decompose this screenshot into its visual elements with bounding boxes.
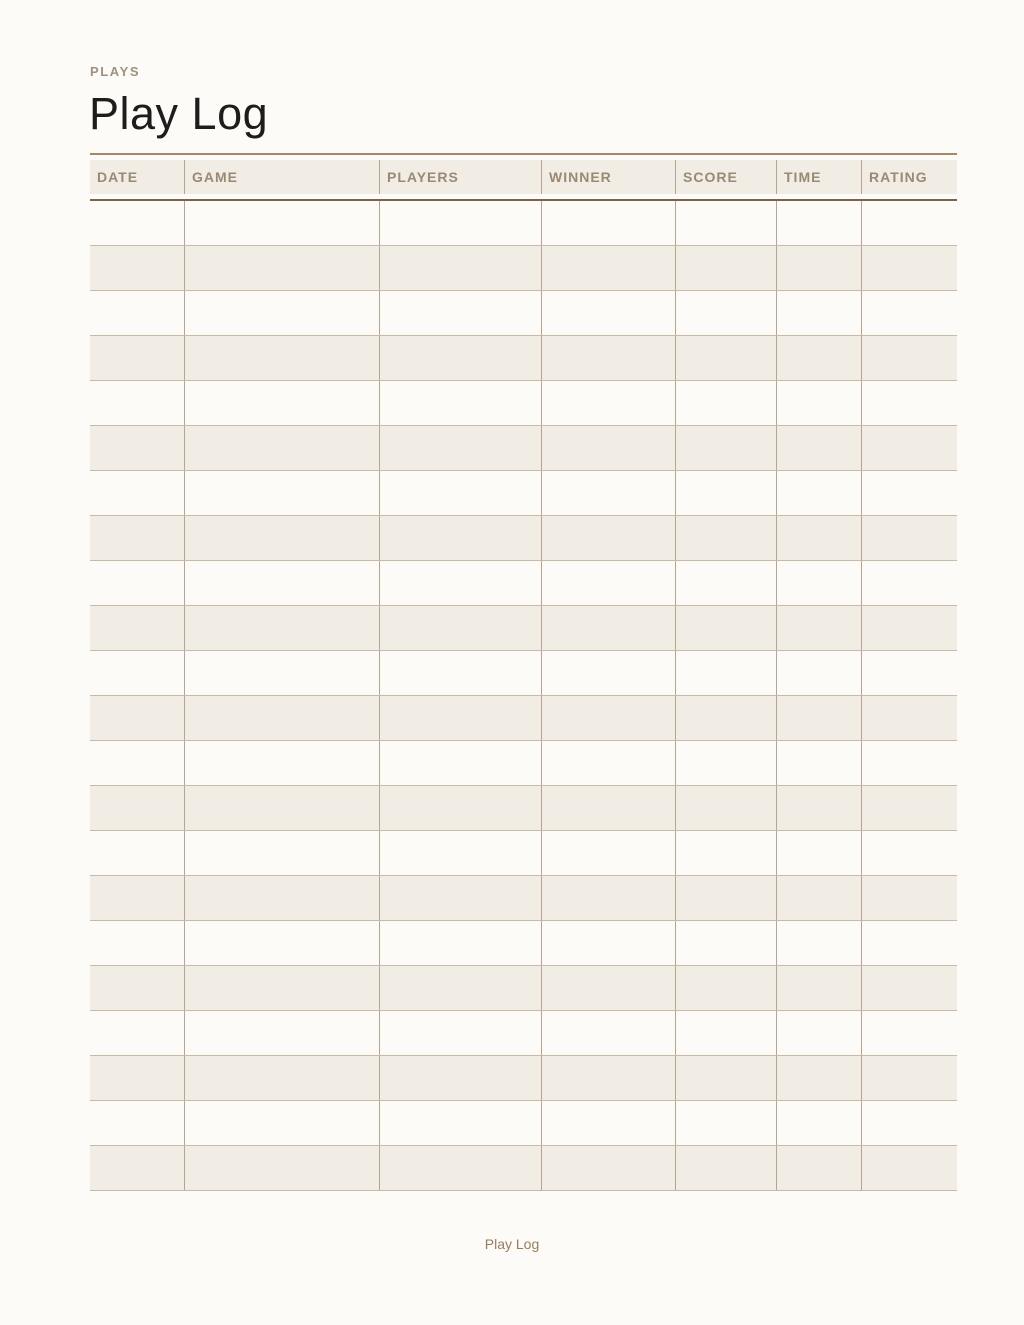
column-header-winner: WINNER: [542, 160, 676, 194]
table-row: [90, 426, 957, 471]
table-row: [90, 471, 957, 516]
cell-time[interactable]: [777, 246, 862, 290]
cell-score[interactable]: [676, 606, 777, 650]
table-row: [90, 1056, 957, 1101]
cell-game[interactable]: [185, 966, 380, 1010]
eyebrow-label: PLAYS: [90, 64, 141, 79]
table-row: [90, 1146, 957, 1191]
cell-score[interactable]: [676, 291, 777, 335]
cell-time[interactable]: [777, 1011, 862, 1055]
cell-date[interactable]: [90, 696, 185, 740]
cell-players[interactable]: [380, 426, 542, 470]
cell-players[interactable]: [380, 831, 542, 875]
cell-time[interactable]: [777, 426, 862, 470]
cell-rating[interactable]: [862, 336, 957, 380]
cell-rating[interactable]: [862, 381, 957, 425]
cell-winner[interactable]: [542, 381, 676, 425]
cell-winner[interactable]: [542, 291, 676, 335]
cell-rating[interactable]: [862, 696, 957, 740]
footer-label: Play Log: [484, 1236, 540, 1252]
cell-score[interactable]: [676, 831, 777, 875]
cell-rating[interactable]: [862, 1101, 957, 1145]
cell-time[interactable]: [777, 336, 862, 380]
cell-players[interactable]: [380, 1101, 542, 1145]
table-row: [90, 966, 957, 1011]
cell-score[interactable]: [676, 1011, 777, 1055]
table-row: [90, 201, 957, 246]
cell-time[interactable]: [777, 606, 862, 650]
table-row: [90, 786, 957, 831]
cell-winner[interactable]: [542, 696, 676, 740]
cell-score[interactable]: [676, 1146, 777, 1190]
cell-rating[interactable]: [862, 516, 957, 560]
cell-players[interactable]: [380, 1146, 542, 1190]
cell-winner[interactable]: [542, 336, 676, 380]
cell-winner[interactable]: [542, 876, 676, 920]
cell-game[interactable]: [185, 696, 380, 740]
table-row: [90, 831, 957, 876]
cell-winner[interactable]: [542, 921, 676, 965]
column-header-rating: RATING: [869, 169, 928, 185]
cell-game[interactable]: [185, 426, 380, 470]
cell-score[interactable]: [676, 651, 777, 695]
cell-time[interactable]: [777, 966, 862, 1010]
cell-game[interactable]: [185, 876, 380, 920]
cell-players[interactable]: [380, 1011, 542, 1055]
cell-time[interactable]: [777, 561, 862, 605]
cell-winner[interactable]: [542, 966, 676, 1010]
cell-winner[interactable]: [542, 426, 676, 470]
cell-players[interactable]: [380, 336, 542, 380]
cell-date[interactable]: [90, 1146, 185, 1190]
table-header-row: [90, 160, 957, 194]
cell-score[interactable]: [676, 381, 777, 425]
cell-winner[interactable]: [542, 1056, 676, 1100]
table-row: [90, 246, 957, 291]
cell-date[interactable]: [90, 1056, 185, 1100]
cell-date[interactable]: [90, 606, 185, 650]
cell-players[interactable]: [380, 921, 542, 965]
cell-time[interactable]: [777, 291, 862, 335]
cell-score[interactable]: [676, 1056, 777, 1100]
cell-score[interactable]: [676, 516, 777, 560]
cell-rating[interactable]: [862, 246, 957, 290]
cell-players[interactable]: [380, 741, 542, 785]
column-header-score: SCORE: [676, 160, 777, 194]
cell-score[interactable]: [676, 246, 777, 290]
cell-rating[interactable]: [862, 1146, 957, 1190]
cell-date[interactable]: [90, 966, 185, 1010]
cell-score[interactable]: [676, 921, 777, 965]
cell-date[interactable]: [90, 831, 185, 875]
cell-winner[interactable]: [542, 1101, 676, 1145]
cell-game[interactable]: [185, 831, 380, 875]
cell-game[interactable]: [185, 786, 380, 830]
cell-score[interactable]: [676, 336, 777, 380]
cell-date[interactable]: [90, 246, 185, 290]
cell-rating[interactable]: [862, 741, 957, 785]
table-row: [90, 921, 957, 966]
cell-score[interactable]: [676, 1101, 777, 1145]
cell-date[interactable]: [90, 381, 185, 425]
cell-game[interactable]: [185, 921, 380, 965]
cell-winner[interactable]: [542, 1011, 676, 1055]
cell-players[interactable]: [380, 786, 542, 830]
cell-players[interactable]: [380, 876, 542, 920]
table-row: [90, 696, 957, 741]
cell-date[interactable]: [90, 561, 185, 605]
cell-game[interactable]: [185, 741, 380, 785]
cell-winner[interactable]: [542, 246, 676, 290]
cell-game[interactable]: [185, 1056, 380, 1100]
cell-date[interactable]: [90, 336, 185, 380]
cell-players[interactable]: [380, 516, 542, 560]
cell-time[interactable]: [777, 201, 862, 245]
column-header-date: DATE: [90, 160, 185, 194]
table-row: [90, 336, 957, 381]
cell-game[interactable]: [185, 516, 380, 560]
cell-rating[interactable]: [862, 606, 957, 650]
cell-rating[interactable]: [862, 966, 957, 1010]
cell-game[interactable]: [185, 1146, 380, 1190]
cell-time[interactable]: [777, 921, 862, 965]
table-row: [90, 516, 957, 561]
cell-winner[interactable]: [542, 516, 676, 560]
cell-date[interactable]: [90, 921, 185, 965]
cell-time[interactable]: [777, 741, 862, 785]
table-row: [90, 741, 957, 786]
cell-winner[interactable]: [542, 786, 676, 830]
cell-rating[interactable]: [862, 471, 957, 515]
cell-score[interactable]: [676, 741, 777, 785]
column-header-game: GAME: [185, 160, 380, 194]
cell-game[interactable]: [185, 561, 380, 605]
cell-players[interactable]: [380, 651, 542, 695]
cell-time[interactable]: [777, 1101, 862, 1145]
cell-score[interactable]: [676, 786, 777, 830]
table-row: [90, 291, 957, 336]
table-row: [90, 1101, 957, 1146]
cell-game[interactable]: [185, 291, 380, 335]
cell-rating[interactable]: [862, 201, 957, 245]
cell-time[interactable]: [777, 876, 862, 920]
cell-players[interactable]: [380, 291, 542, 335]
cell-players[interactable]: [380, 471, 542, 515]
cell-score[interactable]: [676, 696, 777, 740]
cell-date[interactable]: [90, 201, 185, 245]
column-header-time: TIME: [777, 160, 862, 194]
cell-game[interactable]: [185, 1011, 380, 1055]
cell-winner[interactable]: [542, 1146, 676, 1190]
cell-score[interactable]: [676, 561, 777, 605]
cell-score[interactable]: [676, 471, 777, 515]
cell-date[interactable]: [90, 876, 185, 920]
cell-players[interactable]: [380, 201, 542, 245]
cell-time[interactable]: [777, 786, 862, 830]
cell-date[interactable]: [90, 651, 185, 695]
cell-time[interactable]: [777, 516, 862, 560]
cell-game[interactable]: [185, 246, 380, 290]
cell-date[interactable]: [90, 1011, 185, 1055]
table-row: [90, 876, 957, 921]
table-body: [90, 201, 957, 1191]
cell-players[interactable]: [380, 561, 542, 605]
cell-game[interactable]: [185, 651, 380, 695]
cell-score[interactable]: [676, 426, 777, 470]
cell-winner[interactable]: [542, 651, 676, 695]
cell-date[interactable]: [90, 516, 185, 560]
cell-rating[interactable]: [862, 831, 957, 875]
cell-time[interactable]: [777, 651, 862, 695]
cell-game[interactable]: [185, 606, 380, 650]
cell-date[interactable]: [90, 471, 185, 515]
cell-winner[interactable]: [542, 606, 676, 650]
cell-game[interactable]: [185, 201, 380, 245]
cell-winner[interactable]: [542, 831, 676, 875]
cell-date[interactable]: [90, 291, 185, 335]
cell-date[interactable]: [90, 1101, 185, 1145]
cell-date[interactable]: [90, 741, 185, 785]
cell-date[interactable]: [90, 786, 185, 830]
cell-date[interactable]: [90, 426, 185, 470]
cell-rating[interactable]: [862, 1056, 957, 1100]
cell-time[interactable]: [777, 471, 862, 515]
cell-rating[interactable]: [862, 291, 957, 335]
cell-game[interactable]: [185, 336, 380, 380]
cell-time[interactable]: [777, 1056, 862, 1100]
table-row: [90, 381, 957, 426]
cell-players[interactable]: [380, 606, 542, 650]
cell-winner[interactable]: [542, 471, 676, 515]
cell-time[interactable]: [777, 381, 862, 425]
cell-rating[interactable]: [862, 426, 957, 470]
cell-game[interactable]: [185, 471, 380, 515]
cell-winner[interactable]: [542, 201, 676, 245]
table-row: [90, 561, 957, 606]
cell-rating[interactable]: [862, 921, 957, 965]
play-log-table: [90, 160, 957, 1191]
page-title: Play Log: [89, 88, 269, 139]
table-row: [90, 606, 957, 651]
cell-players[interactable]: [380, 966, 542, 1010]
cell-time[interactable]: [777, 1146, 862, 1190]
cell-time[interactable]: [777, 696, 862, 740]
title-divider: [90, 153, 957, 155]
cell-rating[interactable]: [862, 876, 957, 920]
cell-score[interactable]: [676, 966, 777, 1010]
cell-winner[interactable]: [542, 561, 676, 605]
cell-rating[interactable]: [862, 1011, 957, 1055]
cell-players[interactable]: [380, 381, 542, 425]
cell-rating[interactable]: [862, 651, 957, 695]
cell-game[interactable]: [185, 381, 380, 425]
cell-players[interactable]: [380, 1056, 542, 1100]
cell-game[interactable]: [185, 1101, 380, 1145]
cell-players[interactable]: [380, 696, 542, 740]
column-header-players: PLAYERS: [380, 160, 542, 194]
cell-score[interactable]: [676, 201, 777, 245]
cell-rating[interactable]: [862, 786, 957, 830]
cell-rating[interactable]: [862, 561, 957, 605]
table-row: [90, 1011, 957, 1056]
cell-time[interactable]: [777, 831, 862, 875]
cell-players[interactable]: [380, 246, 542, 290]
cell-score[interactable]: [676, 876, 777, 920]
cell-winner[interactable]: [542, 741, 676, 785]
table-row: [90, 651, 957, 696]
